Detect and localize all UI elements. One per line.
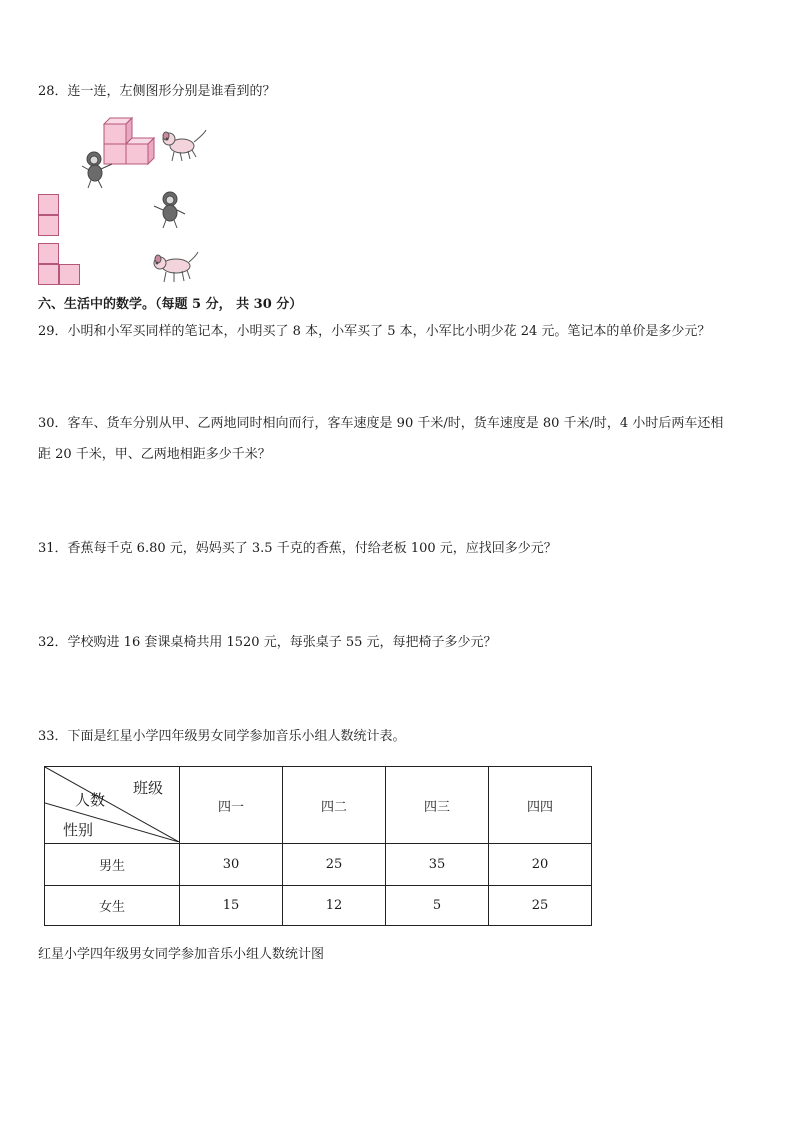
table-cell: 12	[283, 886, 386, 926]
row-label: 女生	[45, 886, 180, 926]
table-row	[45, 844, 592, 886]
question-28: 28．连一连，左侧图形分别是谁看到的？	[38, 84, 276, 99]
column-header: 四一	[180, 767, 283, 844]
question-32: 32．学校购进 16 套课桌椅共用 1520 元，每张桌子 55 元，每把椅子多少元？	[38, 635, 497, 650]
question-30-line-2: 距 20 千米，甲、乙两地相距多少千米？	[38, 447, 271, 462]
table-cell: 35	[386, 844, 489, 886]
table-cell: 15	[180, 886, 283, 926]
dog-icon	[160, 128, 208, 168]
monkey-icon	[80, 150, 116, 194]
view-figure-1	[38, 194, 60, 236]
question-31: 31．香蕉每千克 6.80 元，妈妈买了 3.5 千克的香蕉，付给老板 100 元，应找回多少元？	[38, 541, 557, 556]
header-count-label: 人数	[75, 791, 106, 809]
column-header: 四四	[489, 767, 592, 844]
question-33: 33．下面是红星小学四年级男女同学参加音乐小组人数统计表。	[38, 729, 406, 744]
header-gender-label: 性别	[63, 821, 94, 839]
table-row	[45, 886, 592, 926]
row-label: 男生	[45, 844, 180, 886]
table-cell: 30	[180, 844, 283, 886]
table-cell: 25	[489, 886, 592, 926]
table-cell: 25	[283, 844, 386, 886]
column-header: 四二	[283, 767, 386, 844]
table-cell: 20	[489, 844, 592, 886]
section-6-title: 六、生活中的数学。（每题 5 分， 共 30 分）	[38, 297, 303, 312]
dog-icon	[150, 250, 200, 290]
stats-table	[44, 766, 592, 926]
column-header: 四三	[386, 767, 489, 844]
question-29: 29．小明和小军买同样的笔记本，小明买了 8 本，小军买了 5 本，小军比小明少花 24 元。笔记本的单价是多少元？	[38, 324, 711, 339]
monkey-icon	[152, 190, 188, 234]
chart-caption: 红星小学四年级男女同学参加音乐小组人数统计图	[38, 947, 325, 962]
table-cell: 5	[386, 886, 489, 926]
view-figure-2	[38, 243, 82, 285]
header-class-label: 班级	[133, 779, 164, 797]
table-header-diagonal-cell	[45, 767, 180, 844]
question-30-line-1: 30．客车、货车分别从甲、乙两地同时相向而行，客车速度是 90 千米/时，货车速度是 80 千米/时，4 小时后两车还相	[38, 416, 724, 431]
